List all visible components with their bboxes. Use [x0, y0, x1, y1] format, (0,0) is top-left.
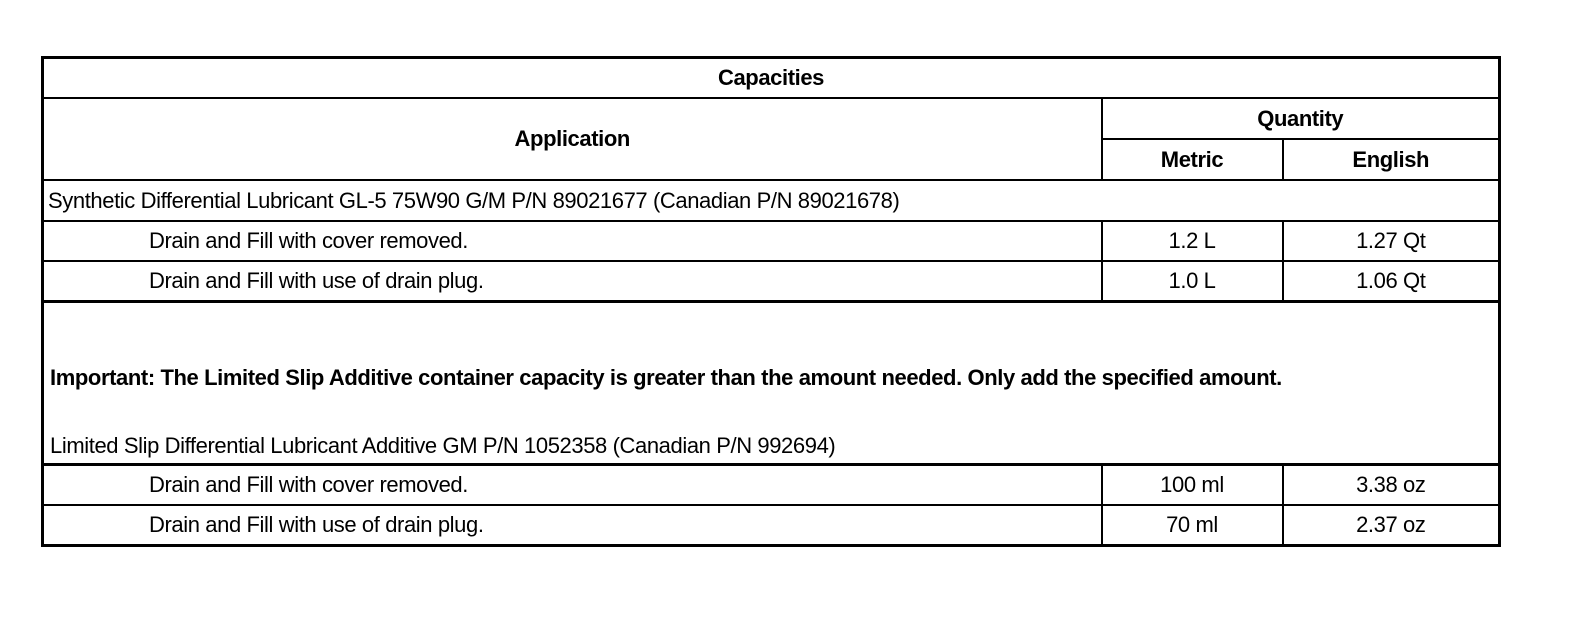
row-label: Drain and Fill with cover removed.	[43, 465, 1102, 506]
note-row	[43, 302, 1500, 465]
column-header-metric: Metric	[1102, 139, 1283, 180]
table-row	[43, 505, 1500, 546]
row-label: Drain and Fill with cover removed.	[43, 221, 1102, 261]
group-heading-synthetic-lubricant: Synthetic Differential Lubricant GL-5 75W90 G/M P/N 89021677 (Canadian P/N 89021678)	[43, 180, 1500, 221]
table-title: Capacities	[43, 58, 1500, 99]
table-row	[43, 465, 1500, 506]
table-row	[43, 261, 1500, 302]
metric-value: 70 ml	[1102, 505, 1283, 546]
title-row	[43, 58, 1500, 99]
table-row	[43, 221, 1500, 261]
metric-value: 1.2 L	[1102, 221, 1283, 261]
metric-value: 1.0 L	[1102, 261, 1283, 302]
column-header-english: English	[1283, 139, 1500, 180]
row-label: Drain and Fill with use of drain plug.	[43, 261, 1102, 302]
additive-heading: Limited Slip Differential Lubricant Additive GM P/N 1052358 (Canadian P/N 992694)	[50, 433, 836, 458]
column-header-application: Application	[43, 98, 1102, 180]
group-heading-row	[43, 180, 1500, 221]
english-value: 1.27 Qt	[1283, 221, 1500, 261]
important-note: Important: The Limited Slip Additive container capacity is greater than the amount needed. Only add the specified amount.	[50, 365, 1282, 390]
header-row-1	[43, 98, 1500, 139]
english-value: 1.06 Qt	[1283, 261, 1500, 302]
metric-value: 100 ml	[1102, 465, 1283, 506]
capacities-table	[41, 56, 1501, 547]
note-cell	[43, 302, 1500, 465]
row-label: Drain and Fill with use of drain plug.	[43, 505, 1102, 546]
column-header-quantity: Quantity	[1102, 98, 1500, 139]
english-value: 3.38 oz	[1283, 465, 1500, 506]
english-value: 2.37 oz	[1283, 505, 1500, 546]
